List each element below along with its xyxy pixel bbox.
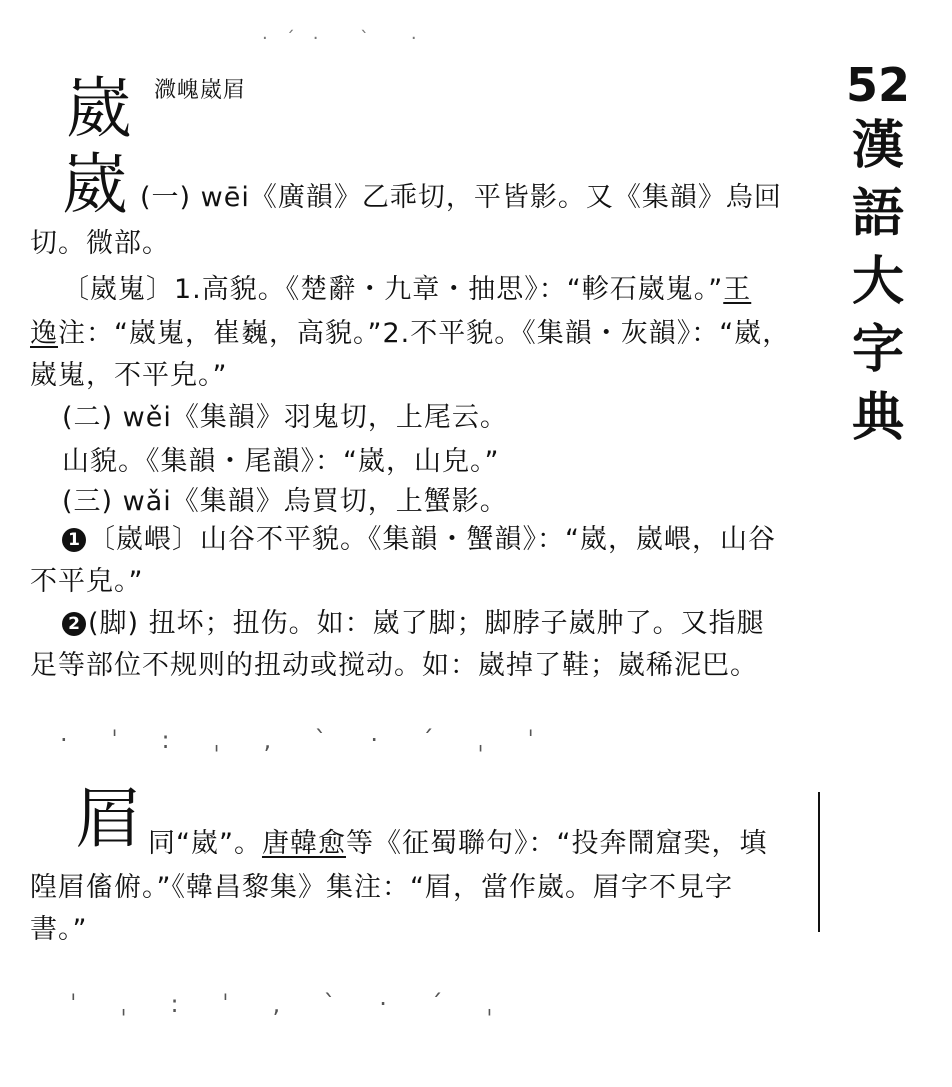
entry-line-9 bbox=[62, 522, 776, 558]
sense-number-badge-2: 2 bbox=[62, 612, 86, 636]
scan-noise-bottom: ˈ ˌ ꞉ ˈ ‚ ˋ · ˊ ˌ bbox=[70, 990, 511, 1018]
entry-line-7: 山貌。《集韻・尾韻》：“崴，山皃。” bbox=[62, 446, 500, 477]
person-name-yi: 逸 bbox=[30, 318, 58, 349]
headword-char-2: 㞒 bbox=[76, 780, 142, 857]
entry-line-8: (三) wǎi《集韻》烏買切，上蟹影。 bbox=[62, 486, 508, 517]
scan-noise-top: ·ˊ· ˋ · bbox=[262, 28, 435, 49]
annotation-text: 注：“崴嵬，崔巍，高貌。”2.不平貌。《集韻・灰韻》：“崴， bbox=[58, 318, 791, 349]
title-char-2: 語 bbox=[851, 183, 904, 244]
entry2-line-1 bbox=[148, 826, 767, 862]
entry2-line-3: 書。” bbox=[30, 914, 88, 945]
entry-line-2: 切。微部。 bbox=[30, 228, 170, 259]
dictionary-title-sidebar bbox=[838, 58, 918, 452]
entry2-line-2: 隍㞒傗俯。”《韓昌黎集》集注：“㞒，當作崴。㞒字不見字 bbox=[30, 872, 733, 903]
sense-1-text: 〔崴㟪〕山谷不平貌。《集韻・蟹韻》：“崴，崴㟪，山谷 bbox=[88, 524, 776, 555]
entry-line-1: (一) wēi《廣韻》乙乖切，平皆影。又《集韻》烏回 bbox=[140, 182, 782, 213]
entry-line-4 bbox=[30, 316, 790, 352]
person-name-wang: 王 bbox=[723, 274, 752, 305]
same-as-text: 同“崴”。 bbox=[148, 828, 262, 859]
sense-number-badge-1: 1 bbox=[62, 528, 86, 552]
entry-line-6: (二) wěi《集韻》羽鬼切，上尾云。 bbox=[62, 402, 508, 433]
entry-line-11 bbox=[62, 606, 765, 642]
title-char-4: 字 bbox=[851, 319, 904, 380]
page-margin-rule bbox=[818, 792, 820, 932]
title-char-5: 典 bbox=[851, 387, 904, 448]
scan-noise-middle: · ˈ ꞉ ˌ ‚ ˋ · ˊ ˌ ˈ bbox=[60, 726, 553, 754]
title-char-3: 大 bbox=[851, 251, 904, 312]
headword-variant-forms: 㵟㟴崴㞒 bbox=[154, 78, 247, 103]
sense-kuiwei-text: 〔崴嵬〕1.高貌。《楚辭・九章・抽思》：“軫石崴嵬。” bbox=[62, 274, 724, 305]
volume-number: 52 bbox=[845, 58, 910, 112]
headword-variant-char: 崴 bbox=[66, 70, 132, 147]
sense-2-text: (脚) 扭坏；扭伤。如：崴了脚；脚脖子崴肿了。又指腿 bbox=[88, 608, 765, 639]
entry-line-12: 足等部位不规则的扭动或搅动。如：崴掉了鞋；崴稀泥巴。 bbox=[30, 650, 758, 681]
title-char-1: 漢 bbox=[851, 115, 904, 176]
entry-line-10: 不平皃。” bbox=[30, 566, 144, 597]
dynasty-name: 唐 bbox=[261, 828, 290, 859]
entry-line-3 bbox=[62, 272, 751, 308]
entry-line-5: 崴嵬，不平皃。” bbox=[30, 360, 228, 391]
author-name: 韓愈 bbox=[289, 828, 346, 859]
citation-text: 等《征蜀聯句》：“投奔鬧窟㠫，填 bbox=[345, 828, 768, 859]
headword-char: 崴 bbox=[62, 146, 128, 223]
